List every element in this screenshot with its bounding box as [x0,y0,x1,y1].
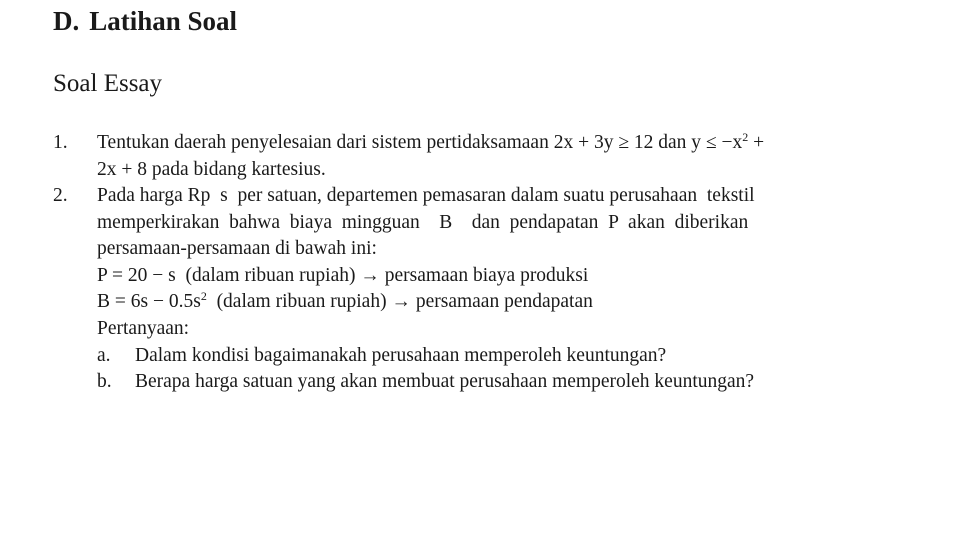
sub-question-a [97,343,935,370]
question-2-line-3: persamaan-persamaan di bawah ini: [97,238,377,260]
section-title: Latihan Soal [89,6,238,36]
sub-question-b-text: Berapa harga satuan yang akan membuat perusahaan memperoleh keuntungan? [135,371,755,393]
question-1-number: 1. [53,132,68,153]
subsection-heading: Soal Essay [53,70,163,97]
equation-revenue [97,289,935,316]
sub-question-a-label: a. [97,344,111,366]
question-2-line-1: Pada harga Rp s per satuan, departemen pemasaran dalam suatu perusahaan tekstil [97,185,755,206]
sub-question-a-text: Dalam kondisi bagaimanakah perusahaan memperoleh keuntungan? [135,344,667,366]
section-heading [53,6,237,37]
question-1-line-2: 2x + 8 pada bidang kartesius. [97,158,326,180]
sub-question-b-label: b. [97,371,112,393]
question-1-line-1-text: Tentukan daerah penyelesaian dari sistem pertidaksamaan 2x + 3y ≥ 12 dan y ≤ −x [97,132,743,153]
question-2-line-2: memperkirakan bahwa biaya mingguan B dan pendapatan P akan diberikan [97,211,749,233]
equation-revenue-main: B = 6s − 0.5s [97,291,201,313]
equation-revenue-exponent: 2 [200,289,207,304]
sub-question-b [97,369,935,396]
question-1-body [97,130,935,183]
question-1-line-1 [97,130,935,157]
equation-price: P = 20 − s (dalam ribuan rupiah) → persamaan biaya produksi [97,264,589,286]
question-1-line-1-end: + [748,132,765,153]
question-2-body [97,183,935,396]
equation-revenue-note: (dalam ribuan rupiah) → persamaan pendapatan [206,291,593,313]
section-number: D. [53,6,80,36]
question-1-exponent: 2 [742,130,749,144]
question-2-number: 2. [53,185,68,206]
question-label: Pertanyaan: [97,317,190,339]
